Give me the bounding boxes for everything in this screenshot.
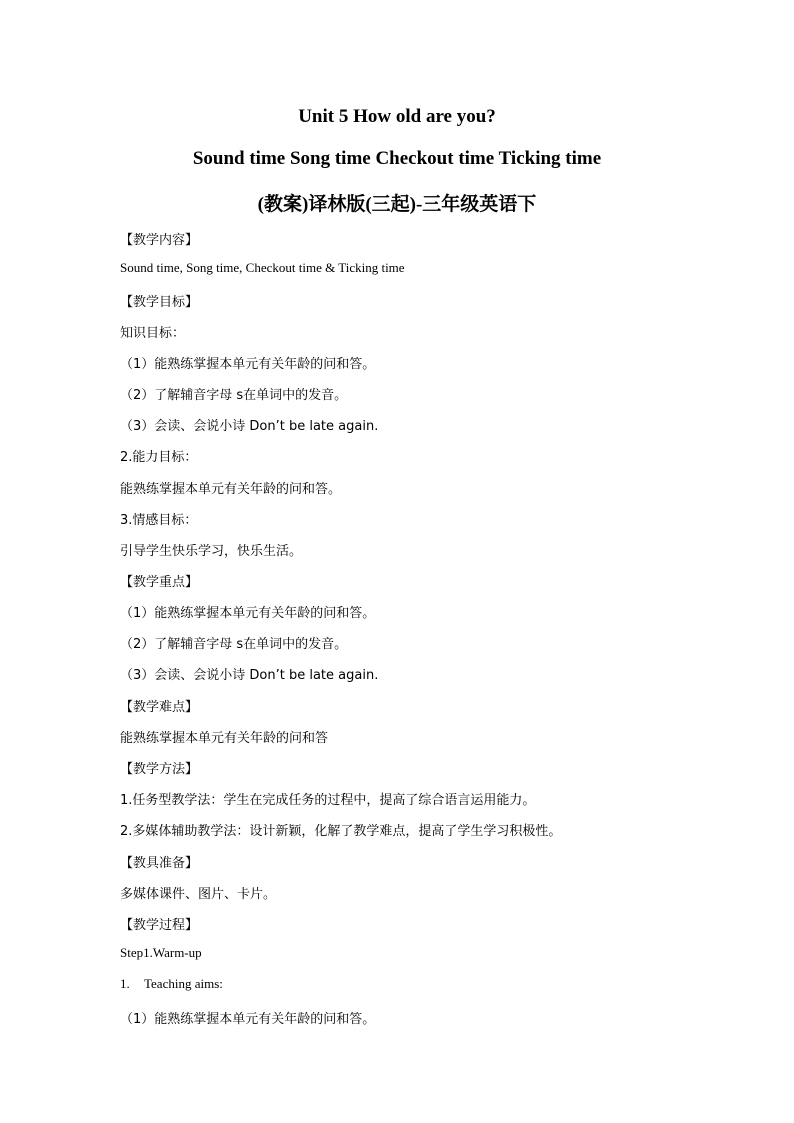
teaching-content-text: Sound time, Song time, Checkout time & Ticking time (120, 260, 405, 275)
teaching-tools-text: 多媒体课件、图片、卡片。 (120, 887, 277, 902)
key-point-1: （1）能熟练掌握本单元有关年龄的问和答。 (120, 606, 376, 621)
knowledge-goal-label: 知识目标： (120, 326, 186, 341)
method-1: 1.任务型教学法：学生在完成任务的过程中，提高了综合语言运用能力。 (120, 793, 536, 808)
method-2: 2.多媒体辅助教学法：设计新颖，化解了教学难点，提高了学生学习积极性。 (120, 824, 562, 839)
emotion-goal-text: 引导学生快乐学习，快乐生活。 (120, 544, 303, 559)
heading-key-points: 【教学重点】 (120, 575, 199, 590)
heading-methods: 【教学方法】 (120, 762, 199, 777)
difficulty-text: 能熟练掌握本单元有关年龄的问和答 (120, 731, 329, 746)
list-number: 1. (120, 976, 130, 991)
document-subtitle: Sound time Song time Checkout time Ticking time (192, 148, 602, 169)
document-subtitle-cn: (教案)译林版(三起)-三年级英语下 (257, 194, 537, 215)
emotion-goal-label: 3.情感目标： (120, 513, 198, 528)
heading-teaching-content: 【教学内容】 (120, 233, 199, 248)
teaching-aims-label: Teaching aims: (144, 976, 223, 991)
knowledge-goal-1: （1）能熟练掌握本单元有关年龄的问和答。 (120, 357, 376, 372)
key-point-2: （2）了解辅音字母 s在单词中的发音。 (120, 637, 348, 652)
ability-goal-text: 能熟练掌握本单元有关年龄的问和答。 (120, 482, 342, 497)
knowledge-goal-3: （3）会读、会说小诗 Don’t be late again. (120, 419, 379, 434)
document-title: Unit 5 How old are you? (298, 106, 496, 127)
knowledge-goal-2: （2）了解辅音字母 s在单词中的发音。 (120, 388, 348, 403)
step-1-warm-up: Step1.Warm-up (120, 945, 202, 960)
ability-goal-label: 2.能力目标： (120, 450, 198, 465)
aim-1: （1）能熟练掌握本单元有关年龄的问和答。 (120, 1012, 376, 1027)
teaching-aims-item (120, 976, 223, 992)
heading-teaching-tools: 【教具准备】 (120, 856, 199, 871)
key-point-3: （3）会读、会说小诗 Don’t be late again. (120, 668, 379, 683)
heading-difficulties: 【教学难点】 (120, 700, 199, 715)
heading-teaching-goals: 【教学目标】 (120, 295, 199, 310)
heading-teaching-process: 【教学过程】 (120, 918, 199, 933)
